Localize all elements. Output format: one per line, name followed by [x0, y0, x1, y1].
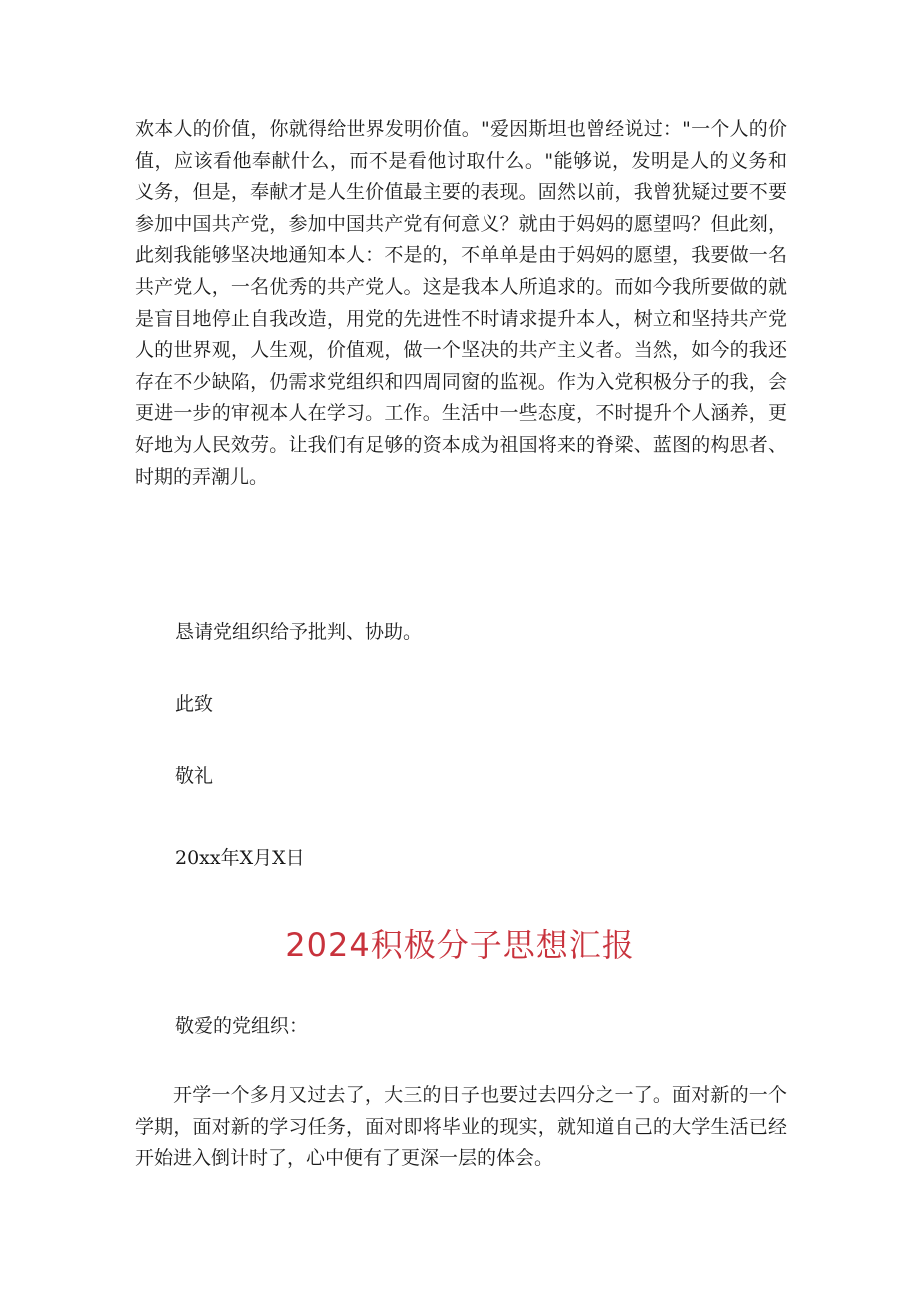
request-line: 恳请党组织给予批判、协助。 — [175, 621, 423, 643]
date-line: 20xx年X月X日 — [175, 847, 305, 869]
section-title: 2024积极分子思想汇报 — [285, 926, 635, 964]
closing-greeting: 此致 — [175, 693, 214, 715]
salutation: 敬爱的党组织： — [175, 1015, 309, 1037]
closing-salute: 敬礼 — [175, 765, 214, 787]
continuation-paragraph: 欢本人的价值，你就得给世界发明价值。"爱因斯坦也曾经说过："一个人的价值，应该看他奉献什么，而不是看他讨取什么。"能够说，发明是人的义务和义务，但是，奉献才是人生价值最主要的表现。固然以前，我曾犹疑过要不要参加中国共产党，参加中国共产党有何意义？就由于妈妈的愿望吗？但此刻，此刻我能够坚决地通知本人：不是的，不单单是由于妈妈的愿望，我要做一名共产党人，一名优秀的共产党人。这是我本人所追求的。而如今我所要做的就是盲目地停止自我改造，用党的先进性不时请求提升本人，树立和坚持共产党人的世界观，人生观，价值观，做一个坚决的共产主义者。当然，如今的我还存在不少缺陷，仍需求党组织和四周同窗的监视。作为入党积极分子的我，会更进一步的审视本人在学习。工作。生活中一些态度，不时提升个人涵养，更好地为人民效劳。让我们有足够的资本成为祖国将来的脊梁、蓝图的构思者、时期的弄潮儿。 — [135, 118, 787, 488]
opening-paragraph: 开学一个多月又过去了，大三的日子也要过去四分之一了。面对新的一个学期，面对新的学习任务，面对即将毕业的现实，就知道自己的大学生活已经开始进入倒计时了，心中便有了更深一层的体会。 — [135, 1084, 787, 1170]
